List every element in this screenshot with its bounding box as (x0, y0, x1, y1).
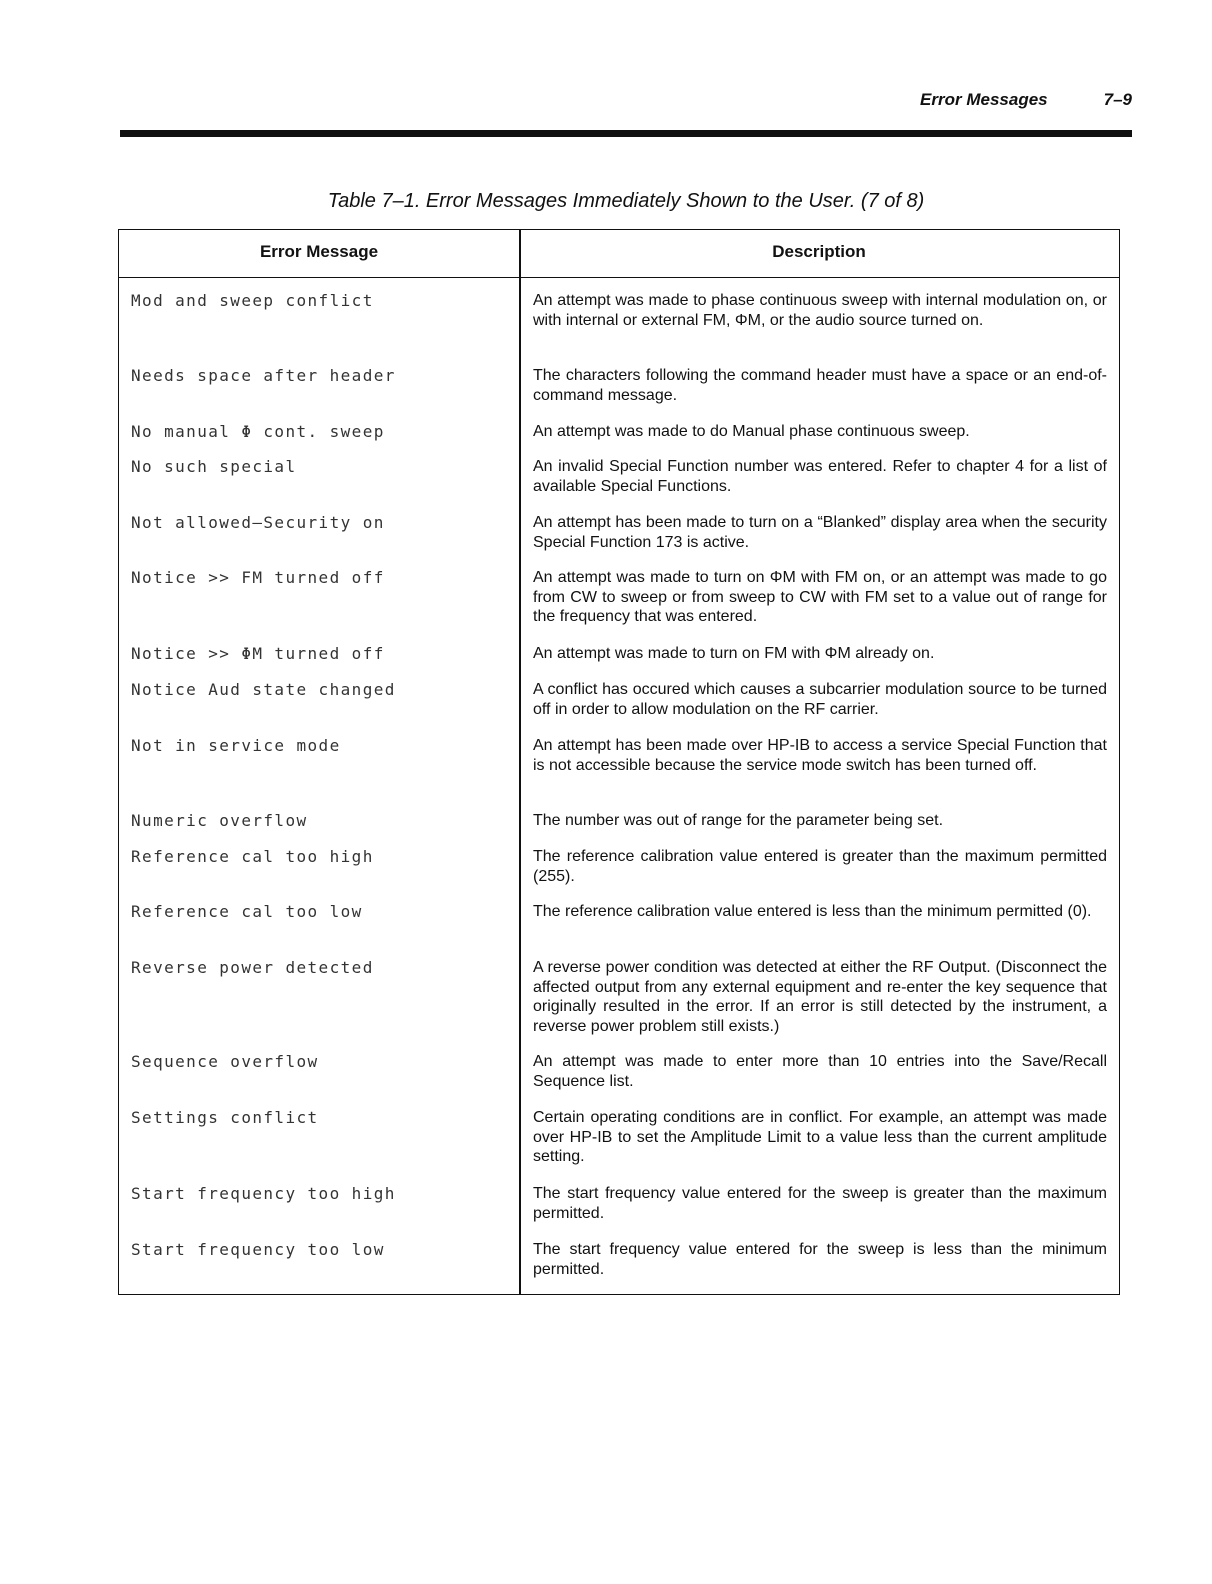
error-message-cell: Numeric overflow (131, 811, 308, 830)
error-message-cell: Settings conflict (131, 1108, 319, 1127)
description-cell: A conflict has occured which causes a subcarrier modulation source to be turned off in order to allow modulation on the RF carrier. (533, 681, 1107, 718)
running-head-section: Error Messages (920, 90, 1048, 109)
column-divider (519, 230, 521, 1294)
error-message-cell: Notice Aud state changed (131, 680, 396, 699)
error-message-cell: Reference cal too high (131, 847, 374, 866)
error-message-cell: Reverse power detected (131, 958, 374, 977)
description-cell: The reference calibration value entered is less than the minimum permitted (0). (533, 903, 1092, 920)
description-cell: An attempt was made to phase continuous sweep with internal modulation on, or with internal or external FM, ΦM, or the audio source turned on. (533, 292, 1107, 329)
description-cell: A reverse power condition was detected at either the RF Output. (Disconnect the affected output from any external equipment and re-enter the key sequence that originally resulted in the error. If an error is still detected by the instrument, a reverse power problem still exists.) (533, 959, 1107, 1035)
error-message-cell: No manual Φ cont. sweep (131, 422, 385, 441)
description-cell: An attempt has been made over HP-IB to access a service Special Function that is not accessible because the service mode switch has been turned off. (533, 737, 1107, 774)
description-cell: An attempt was made to do Manual phase continuous sweep. (533, 423, 970, 440)
description-cell: The start frequency value entered for the sweep is less than the minimum permitted. (533, 1241, 1107, 1278)
description-cell: An invalid Special Function number was entered. Refer to chapter 4 for a list of available Special Functions. (533, 458, 1107, 495)
table-header-row (119, 230, 1119, 278)
error-message-cell: Not in service mode (131, 736, 341, 755)
page-number: 7–9 (1103, 90, 1132, 109)
description-cell: An attempt was made to turn on FM with ΦM already on. (533, 645, 935, 662)
description-cell: The reference calibration value entered is greater than the maximum permitted (255). (533, 848, 1107, 885)
error-message-cell: No such special (131, 457, 297, 476)
description-cell: An attempt was made to enter more than 10 entries into the Save/Recall Sequence list. (533, 1053, 1107, 1090)
error-message-cell: Needs space after header (131, 366, 396, 385)
error-message-table (118, 229, 1120, 1295)
error-message-cell: Sequence overflow (131, 1052, 319, 1071)
column-header-error-message: Error Message (259, 242, 379, 261)
error-message-cell: Mod and sweep conflict (131, 291, 374, 310)
running-head (920, 90, 1132, 110)
header-rule (120, 130, 1132, 137)
description-cell: The start frequency value entered for the sweep is greater than the maximum permitted. (533, 1185, 1107, 1222)
table-title: Table 7–1. Error Messages Immediately Shown to the User. (7 of 8) (327, 190, 925, 212)
error-message-cell: Start frequency too high (131, 1184, 396, 1203)
description-cell: The characters following the command header must have a space or an end-of-command message. (533, 367, 1107, 404)
error-message-cell: Not allowed–Security on (131, 513, 385, 532)
description-cell: The number was out of range for the parameter being set. (533, 812, 944, 829)
description-cell: An attempt has been made to turn on a “Blanked” display area when the security Special Function 173 is active. (533, 514, 1107, 551)
error-message-cell: Start frequency too low (131, 1240, 385, 1259)
description-cell: Certain operating conditions are in conflict. For example, an attempt was made over HP-IB to set the Amplitude Limit to a value less than the current amplitude setting. (533, 1109, 1107, 1165)
column-header-description: Description (772, 242, 866, 261)
description-cell: An attempt was made to turn on ΦM with FM on, or an attempt was made to go from CW to sweep or from sweep to CW with FM set to a value out of range for the frequency that was entered. (533, 569, 1107, 625)
error-message-cell: Notice >> ΦM turned off (131, 644, 385, 663)
error-message-cell: Reference cal too low (131, 902, 363, 921)
error-message-cell: Notice >> FM turned off (131, 568, 385, 587)
